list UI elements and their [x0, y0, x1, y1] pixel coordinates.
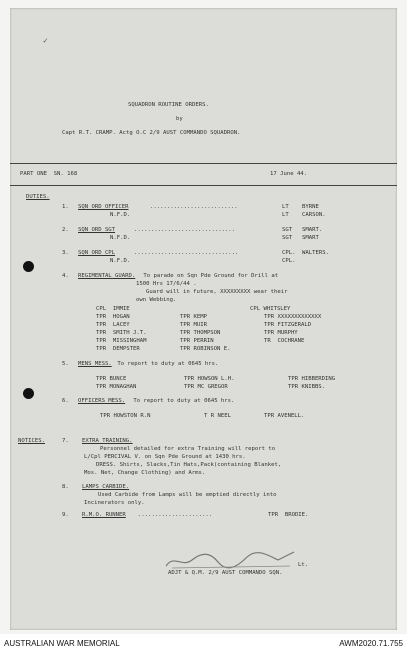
punch-hole-bottom: [23, 388, 34, 399]
document-page: [10, 8, 397, 630]
archive-id: AWM2020.71.755: [339, 639, 403, 648]
item-4-line2: 1500 Hrs 17/6/44 .: [136, 281, 197, 287]
item-4-number: 4.: [62, 273, 69, 279]
item-1-number: 1.: [62, 204, 69, 210]
top-rule: [10, 163, 397, 164]
guard-col1-row3: TPR LACEY: [96, 322, 130, 328]
item-5-title: MENS MESS.: [78, 361, 112, 367]
notices-label: NOTICES.: [18, 438, 45, 444]
item-1-title: SQN ORD OFFICER: [78, 204, 129, 210]
item-5-text: To report to duty at 0645 hrs.: [114, 361, 219, 367]
item-3-rank: CPL.: [282, 250, 296, 256]
mess-col3-row1: TPR HIBBERDING: [288, 376, 336, 382]
by-line: by: [176, 116, 183, 122]
item-6-number: 6.: [62, 398, 69, 404]
guard-col1-row1: CPL IMMIE: [96, 306, 130, 312]
item-7-line3: DRESS. Shirts, Slacks,Tin Hats,Pack(containing Blanket,: [96, 462, 282, 468]
officers-mess-col3: TPR AVENELL.: [264, 413, 305, 419]
item-1-rank2: LT: [282, 212, 289, 218]
item-8-number: 8.: [62, 484, 69, 490]
item-9-title: R.M.O. RUNNER: [82, 512, 126, 518]
archive-name: AUSTRALIAN WAR MEMORIAL: [4, 639, 120, 648]
item-3-number: 3.: [62, 250, 69, 256]
item-2-name: SMART.: [302, 227, 323, 233]
item-2-name2: SMART: [302, 235, 319, 241]
item-8-title: LAMPS CARBIDE.: [82, 484, 130, 490]
item-5-number: 5.: [62, 361, 69, 367]
issuer-line: Capt R.T. CRAMP. Actg O.C 2/9 AUST COMMANDO SQUADRON.: [62, 130, 241, 136]
orders-heading: SQUADRON ROUTINE ORDERS.: [128, 102, 209, 108]
guard-col1-row2: TPR HOGAN: [96, 314, 130, 320]
item-3-sub: N.F.D.: [110, 258, 131, 264]
archive-footer: [0, 634, 407, 653]
item-1-name: BYRNE: [302, 204, 319, 210]
mess-col2-row2: TPR MC GREGOR: [184, 384, 228, 390]
item-2-rank: SGT: [282, 227, 293, 233]
guard-col3-row5: TR COCHRANE: [264, 338, 305, 344]
corner-tick-mark: ✓: [43, 36, 48, 45]
item-9-text: TPR BRODIE.: [268, 512, 309, 518]
item-9-dots: ......................: [138, 512, 213, 518]
item-7-line2: L/Cpl PERCIVAL V. on Sqn Pde Ground at 1430 hrs.: [84, 454, 246, 460]
item-1-dots: ..........................: [150, 204, 238, 210]
item-7-line4: Mos. Net, Change Clothing) and Arms.: [84, 470, 206, 476]
item-7-title: EXTRA TRAINING.: [82, 438, 133, 444]
item-9-number: 9.: [62, 512, 69, 518]
part-number: PART ONE SN. 168: [20, 171, 78, 177]
second-rule: [10, 185, 397, 186]
guard-col3-row2: TPR XXXXXXXXXXXXX: [264, 314, 322, 320]
item-4-line3: Guard will in future, XXXXXXXXX wear their: [146, 289, 288, 295]
item-4-line1: To parade on Sqn Pde Ground for Drill at: [140, 273, 279, 279]
item-2-dots: ..............................: [134, 227, 236, 233]
mess-col3-row2: TPR KNIBBS.: [288, 384, 326, 390]
mess-col1-row2: TPR MONAGHAN: [96, 384, 137, 390]
item-2-sub: N.F.D.: [110, 235, 131, 241]
officers-mess-col1: TPR HOWSTON R.N: [100, 413, 151, 419]
item-6-title: OFFICERS MESS.: [78, 398, 126, 404]
item-8-line2: Incinerators only.: [84, 500, 145, 506]
guard-col2-row2: TPR KEMP: [180, 314, 207, 320]
item-2-title: SQN ORD SGT: [78, 227, 116, 233]
item-3-rank2: CPL.: [282, 258, 296, 264]
guard-col3-row3: TPR FITZGERALD: [264, 322, 312, 328]
item-1-name2: CARSON.: [302, 212, 326, 218]
item-8-line1: Used Carbide from Lamps will be emptied directly into: [98, 492, 277, 498]
item-7-line1: Personnel detailed for extra Training will report to: [100, 446, 276, 452]
guard-col2-row4: TPR THOMPSON: [180, 330, 221, 336]
item-3-dots: ...............................: [134, 250, 239, 256]
guard-col3-row4: TPR MURPHY: [264, 330, 298, 336]
item-7-number: 7.: [62, 438, 69, 444]
item-2-rank2: SGT: [282, 235, 293, 241]
item-1-sub: N.F.D.: [110, 212, 131, 218]
guard-col2-row6: TPR ROBINSON E.: [180, 346, 231, 352]
signature-title: ADJT & Q.M. 2/9 AUST COMMANDO SQN.: [168, 570, 283, 576]
guard-col1-row5: TPR MISSINGHAM: [96, 338, 147, 344]
item-3-title: SQN ORD CPL: [78, 250, 116, 256]
item-3-name: WALTERS.: [302, 250, 329, 256]
item-1-rank: LT: [282, 204, 289, 210]
mess-col2-row1: TPR HOWSON L.H.: [184, 376, 235, 382]
mess-col1-row1: TPR BUNCE: [96, 376, 127, 382]
officers-mess-col2: T R NEEL: [204, 413, 231, 419]
item-2-number: 2.: [62, 227, 69, 233]
item-4-line4: own Webbing.: [136, 297, 177, 303]
item-4-title: REGIMENTAL GUARD.: [78, 273, 136, 279]
signature-rank: Lt.: [298, 562, 309, 568]
item-6-text: To report to duty at 0645 hrs.: [130, 398, 235, 404]
guard-col1-row6: TPR DEMPSTER: [96, 346, 140, 352]
order-date: 17 June 44.: [270, 171, 308, 177]
guard-col1-row4: TPR SMITH J.T.: [96, 330, 147, 336]
punch-hole-top: [23, 261, 34, 272]
duties-label: DUTIES.: [26, 194, 50, 200]
guard-col2-row5: TPR PERRIN: [180, 338, 214, 344]
guard-col3-row1: CPL WHITSLEY: [250, 306, 291, 312]
guard-col2-row3: TPR MUIR: [180, 322, 207, 328]
